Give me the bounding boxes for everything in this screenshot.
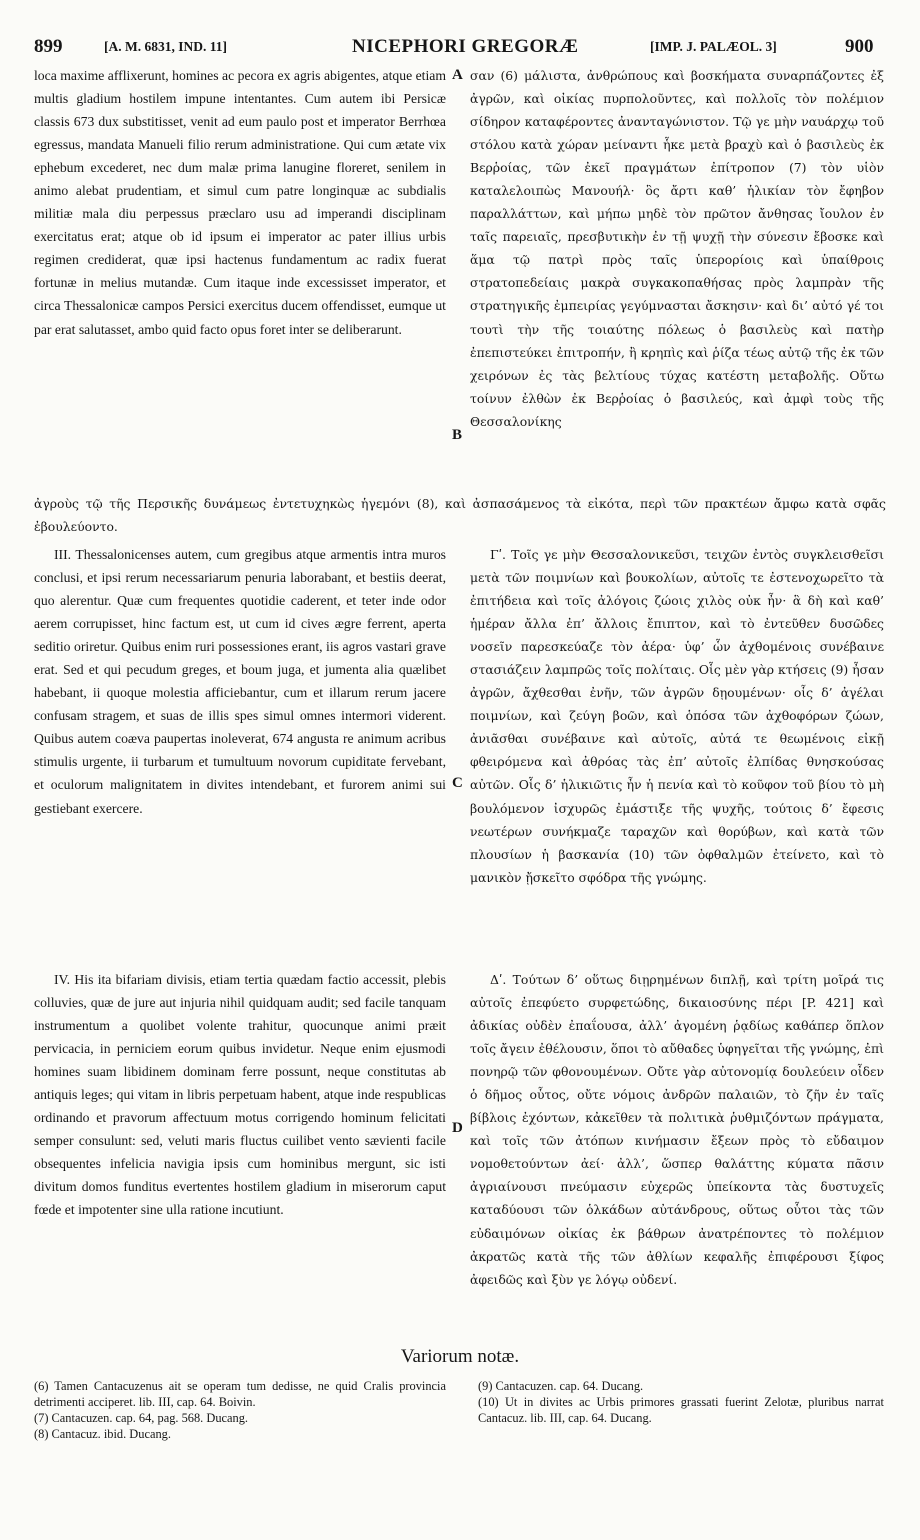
latin-column-3 (34, 968, 446, 1222)
latin-column-2 (34, 543, 446, 820)
greek-paragraph-4: Δʹ. Τούτων δ’ οὕτως διῃρημένων διπλῇ, καὶ τρίτη μοῖρά τις αὐτοῖς ἐπεφύετο συρφετώδης, δικαιοσύνης πέρι [P. 421] καὶ ἀδικίας οὐδὲν ἐπαΐουσα, ἀλλ’ ἀγομένη ῥᾳδίως καθάπερ ὅπλον τοῖς ἄγειν ἐθέλουσιν, ὅποι τὸ αὔθαδες ὑφηγεῖται τῆς γνώμης, ἐπὶ πονηρῷ τῶν φθονουμένων. Οὔτε γὰρ αὐτονομίᾳ δουλεύειν οἶδεν ὁ δῆμος οὗτος, οὔτε νόμοις ἀνδρῶν παλαιῶν, τὸ ζῆν ἐν ταῖς βίβλοις ἐχόντων, κἀκεῖθεν τὰ πολιτικὰ ῥυθμιζόντων πράγματα, καὶ τοῖς τῶν ἀτόπων κινήμασιν ἔξεων πρὸς τὸ εὔδαιμον νομοθετούντων ἀεί· ἀλλ’, ὥσπερ θαλάττης κύματα πᾶσιν ἀγριαίνουσι πνεύμασιν εὐχερῶς ὑπείκοντα τὰς δυστυχεῖς καταδύουσι τῶν ὁλκάδων αὐτάνδρους, οὕτως οὗτοι τὰς τῶν εὐδαιμόνων οἰκίας ἐκ βάθρων ἀνατρέποντες τὸ πολέμιον ἀκρατῶς κατὰ τῆς τῶν ἀθλίων κεφαλῆς ἐπιφέρουσι ξίφος ἀφειδῶς καὶ ξὺν γε λόγῳ οὐδενί. (470, 972, 884, 1287)
notes-heading: Variorum notæ. (400, 1346, 520, 1367)
margin-letter-b: B (452, 427, 463, 443)
greek-column-2 (470, 543, 884, 889)
notes-right (478, 1378, 884, 1426)
greek-column-1 (470, 64, 884, 433)
greek-paragraph-3: Γʹ. Τοῖς γε μὴν Θεσσαλονικεῦσι, τειχῶν ἐντὸς συγκλεισθεῖσι μετὰ τῶν ποιμνίων καὶ βουκολίων, αὐτοῖς τε ἐστενοχωρεῖτο τὰ ἐπιτήδεια καὶ τοῖς ἀλόγοις ζώοις χιλὸς οὐκ ἦν· ἃ δὴ καὶ καθ’ ἡμέραν ἄλλα ἐπ’ ἄλλοις ἔπιπτον, καὶ τὸ ἐντεῦθεν δυσῶδες νοσεῖν παρεσκεύαζε τὸν ἀέρα· ὑφ’ ὧν ἀχθομένοις συνέβαινε στασιάζειν λαμπρῶς τοῖς πολίταις. Οἷς μὲν γὰρ κτήσεις (9) ἦσαν ἀγρῶν, ἄχθεσθαι ἐνῆν, τῶν ἀγρῶν δῃουμένων· οἷς δ’ ἀγέλαι ποιμνίων, καὶ ζεύγη βοῶν, καὶ ὁπόσα τῶν ἀχθοφόρων ζώων, ἀνιᾶσθαι συνέβαινε καὶ αὐτοῖς, αὐτά τε θεωμένοις εἰκῇ φθειρόμενα καὶ ἀθρόας τὰς ἐπ’ αὐτοῖς ἐλπίδας θνησκούσας αὐτῶν. Οἷς δ’ ἡλικιῶτις ἦν ἡ πενία καὶ τὸ κοῦφον τοῦ βίου τὸ μὴ βουλόμενον ἰσχυρῶς ἐμάστιξε τῆς ψυχῆς, τούτοις δ’ ἔφεσις νεωτέρων συνήκμαζε ταραχῶν καὶ θορύβων, καὶ κατὰ τῶν πλουσίων ἡ βασκανία (10) τῶν ὀφθαλμῶν ἐτείνετο, καὶ τὸ μανικὸν ᾔσκεῖτο σφόδρα τῆς γνώμης. (470, 547, 884, 885)
margin-letter-c: C (452, 775, 463, 791)
left-chronology: [A. M. 6831, IND. 11] (104, 39, 227, 54)
right-page-number: 900 (845, 36, 874, 57)
running-header (30, 36, 890, 62)
left-page-number: 899 (34, 36, 63, 57)
margin-letter-a: A (452, 67, 463, 83)
greek-straddle-line: ἀγροὺς τῷ τῆς Περσικῆς δυνάμεως ἐντετυχηκὼς ἡγεμόνι (8), καὶ ἀσπασάμενος τὰ εἰκότα, περὶ τῶν πρακτέων ἄμφω κατὰ σφᾶς ἐβουλεύοντο. (34, 496, 886, 534)
latin-paragraph-4: IV. His ita bifariam divisis, etiam tertia quædam factio accessit, plebis colluvies, quæ de jure aut injuria nihil quidquam audit; sed facile tanquam instrumentum a quolibet volente trahitur, quocunque animi præit pervicacia, in perniciem eorum quibus invidetur. Neque enim ejusmodi homines suam libidinem dominam ferre possunt, neque constitutas ab antiquis leges; qui vitam in libris perpetuam habent, atque inde respublicas ordinando et pravorum affectuum motus corrigendo hominum felicitati semper consulunt: sed, veluti maris fluctus cuilibet vento sævienti facile obsequentes infelicia navigia ipsis cum hominibus mergunt, sic isti divitum domos funditus evertentes hostilem gladium in miserorum caput fœde et impotenter sine ulla ratione incutiunt. (34, 972, 446, 1218)
note-9: (9) Cantacuzen. cap. 64. Ducang. (478, 1379, 644, 1393)
running-title: NICEPHORI GREGORÆ (352, 36, 579, 57)
note-8: (8) Cantacuz. ibid. Ducang. (34, 1427, 171, 1441)
latin-column-1 (34, 64, 446, 341)
greek-paragraph-2: σαν (6) μάλιστα, ἀνθρώπους καὶ βοσκήματα συναρπάζοντες ἐξ ἀγρῶν, καὶ οἰκίας πυρπολοῦντες, καὶ πολλοῖς τὸν πολέμιον σίδηρον καταφέροντες ἀνανταγώνιστον. Τῷ γε μὴν ναυάρχῳ τοῦ στόλου κατὰ χώραν μείναντι ἧκε μετὰ βραχὺ καὶ ὁ βασιλεὺς ἐκ Βερῥοίας, τῶν ἐκεῖ πραγμάτων ἐπίτροπον (7) τὸν υἱὸν καταλελοιπὼς Μανουήλ· ὃς ἄρτι καθ’ ἡλικίαν τὸν ἔφηβον παραλλάττων, καὶ μήπω μηδὲ τὸν πρῶτον ἄνθησας ἴουλον ἐν ταῖς παρειαῖς, πρεσβυτικὴν ἐν τῇ ψυχῇ τὴν σύνεσιν ἔβοσκε καὶ ἅμα τῷ πατρὶ πρὸς ταῖς ὑπερορίοις καὶ ὑπαίθροις στρατοπεδείαις μακρὰ συγκακοπαθήσας πρὸς λαμπρὰν τῆς στρατηγικῆς ἐμπειρίας γεγύμνασται ἄσκησιν· καὶ δι’ αὐτό γέ τοι τουτὶ τὴν τῆς τοιαύτης πόλεως ὁ βασιλεὺς καὶ πατὴρ ἐπεπιστεύκει ἐπιτροπήν, ἢ κρηπὶς καὶ ῥίζα τέως αὐτῷ τῆς ἐκ τῶν χειρόνων ἐς τὰς βελτίους τύχας κατέστη μεταβολῆς. Οὕτω τοίνυν ἐλθὼν ἐκ Βερῥοίας ὁ βασιλεύς, καὶ ἀμφὶ τοὺς τῆς Θεσσαλονίκης (470, 68, 884, 429)
greek-column-3 (470, 968, 884, 1291)
note-6: (6) Tamen Cantacuzenus ait se operam tum dedisse, ne quid Cralis provincia detrimenti acciperet. lib. III, cap. 64. Boivin. (34, 1379, 446, 1409)
note-7: (7) Cantacuzen. cap. 64, pag. 568. Ducang. (34, 1411, 249, 1425)
right-chronology: [IMP. J. PALÆOL. 3] (650, 39, 777, 54)
latin-paragraph-2: loca maxime afflixerunt, homines ac pecora ex agris abigentes, atque etiam multis gladium hostilem impune intentantes. Cum autem ibi Persicæ classis 673 dux substitisset, venit ad eum paulo post et imperator Berrhœa egressus, mandata Manueli filio rerum administratione. Qui cum ætate vix ephebum excederet, nec dum malæ prima lanugine floreret, senilem in animo alebat prudentiam, et simul cum patre longinquæ ac subdialis militiæ mala diu perpessus præclaro usu ad imperandi disciplinam exercitatus erat; atque ob id ipsum ei imperator ac pater illius urbis regimen crediderat, quæ ipsi hactenus fundamentum ac radix fuerat fortunæ in melius mutandæ. Cum itaque inde excessisset imperator, et circa Thessalonicæ campos Persici exercitus ducem offendisset, eumque ut par erat salutasset, ambo quid facto opus foret inter se deliberarunt. (34, 68, 446, 337)
notes-left (34, 1378, 446, 1442)
margin-letter-d: D (452, 1120, 463, 1136)
latin-paragraph-3: III. Thessalonicenses autem, cum gregibus atque armentis intra muros conclusi, et ipsi rerum necessariarum penuria laborabant, et bestiis deerat, quo alerentur. Quæ cum frequentes quotidie caderent, et teter inde odor aerem corrupisset, hinc factum est, ut cum id cives ægre ferrent, aperta seditio oriretur. Quibus enim ruri possessiones erant, iis agros vastari grave erat. Sed et qui pecudum greges, et boum juga, et jumenta alia quælibet habebant, ii quoque molestia afficiebantur, cum et illarum rerum jacere confusam stragem, et suas de illis spes simul omnes intermori viderent. Quibus autem coæva paupertas inoleverat, 674 angusta re animum acribus stimulis urgente, ii turbarum et tumultuum novorum cupiditate fervebant, et oculorum malignitatem in divites intendebant, et furorem animi sui gestiebant exercere. (34, 547, 446, 816)
note-10: (10) Ut in divites ac Urbis primores grassati fuerint Zelotæ, pluribus narrat Cantacuz. lib. III, cap. 64. Ducang. (478, 1395, 884, 1425)
